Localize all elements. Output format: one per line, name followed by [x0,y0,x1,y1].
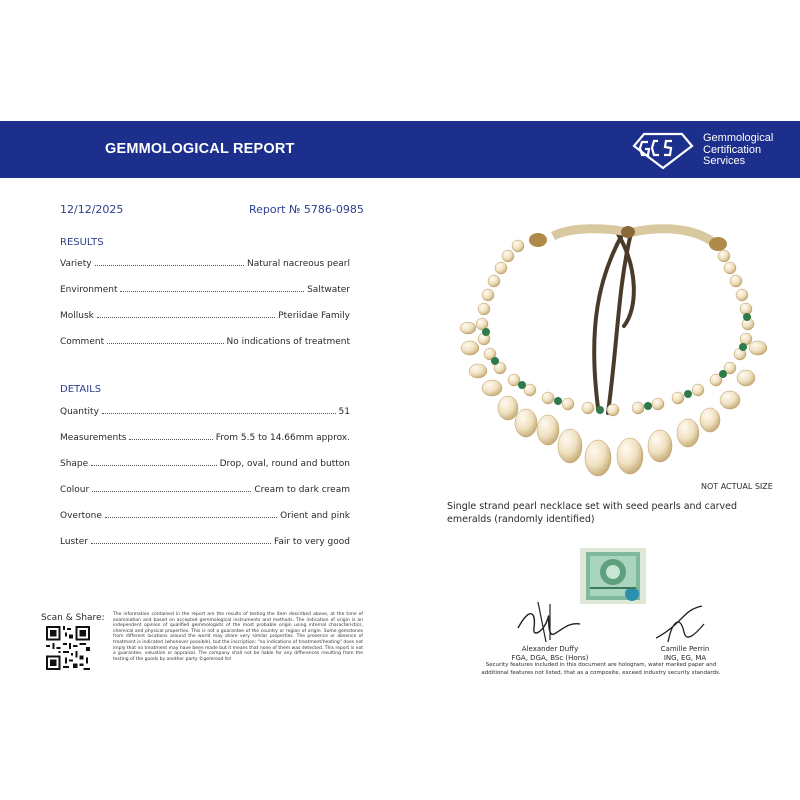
security-note: Security features included in this document are hologram, water marked paper and additional features not listed, that as a composite, exceed industry security standards. [481,662,721,676]
details-row: Luster Fair to very good [60,537,350,547]
disclaimer-text: The information contained in the report are the results of testing the item described above, at the time of examination and based on accepted gemmological instruments and methods. The indication of origin is an independent opinion of qualified gemmologists of the most probable origin using internal characteristics, chemical and physical properties. This is not a guarantee of the country or region of origin. Some gemstones from different locations around the world may share very similar properties. The presence or absence of treatment is indicated (whenever possible), but the inscription: "no indications of treatment/heating" does not imply that no treatment may have been made but it means that none of them was detected. This report is not a guarantee, valuation or appraisal. The company shall not be liable for any differences resulting from the testing of the goods by another party ©gemroad ltd [113,612,363,662]
gcs-logo-icon [628,128,698,172]
hologram-seal-icon [580,548,646,604]
results-row: Variety Natural nacreous pearl [60,259,350,269]
scan-share-label: Scan & Share: [41,613,105,623]
signature-perrin [650,602,710,647]
size-note: NOT ACTUAL SIZE [701,482,773,491]
company-name: Gemmological Certification Services [703,132,774,167]
report-date: 12/12/2025 [60,203,124,216]
details-row: Overtone Orient and pink [60,511,350,521]
details-heading: DETAILS [60,384,102,395]
necklace-photo [448,208,778,488]
header-banner [0,121,800,178]
results-row: Environment Saltwater [60,285,350,295]
results-row: Comment No indications of treatment [60,337,350,347]
results-heading: RESULTS [60,237,104,248]
qr-code-icon[interactable] [46,626,90,670]
report-title: GEMMOLOGICAL REPORT [105,141,295,157]
report-number: Report № 5786-0985 [249,203,364,216]
signer-perrin: Camille Perrin ING, EG, MA [660,645,710,662]
signature-duffy [510,598,590,646]
details-row: Quantity 51 [60,407,350,417]
details-row: Shape Drop, oval, round and button [60,459,350,469]
details-row: Colour Cream to dark cream [60,485,350,495]
details-row: Measurements From 5.5 to 14.66mm approx. [60,433,350,443]
item-description: Single strand pearl necklace set with seed pearls and carved emeralds (randomly identified) [447,501,738,525]
signer-duffy: Alexander Duffy FGA, DGA, BSc (Hons) [511,645,589,662]
results-row: Mollusk Pteriidae Family [60,311,350,321]
